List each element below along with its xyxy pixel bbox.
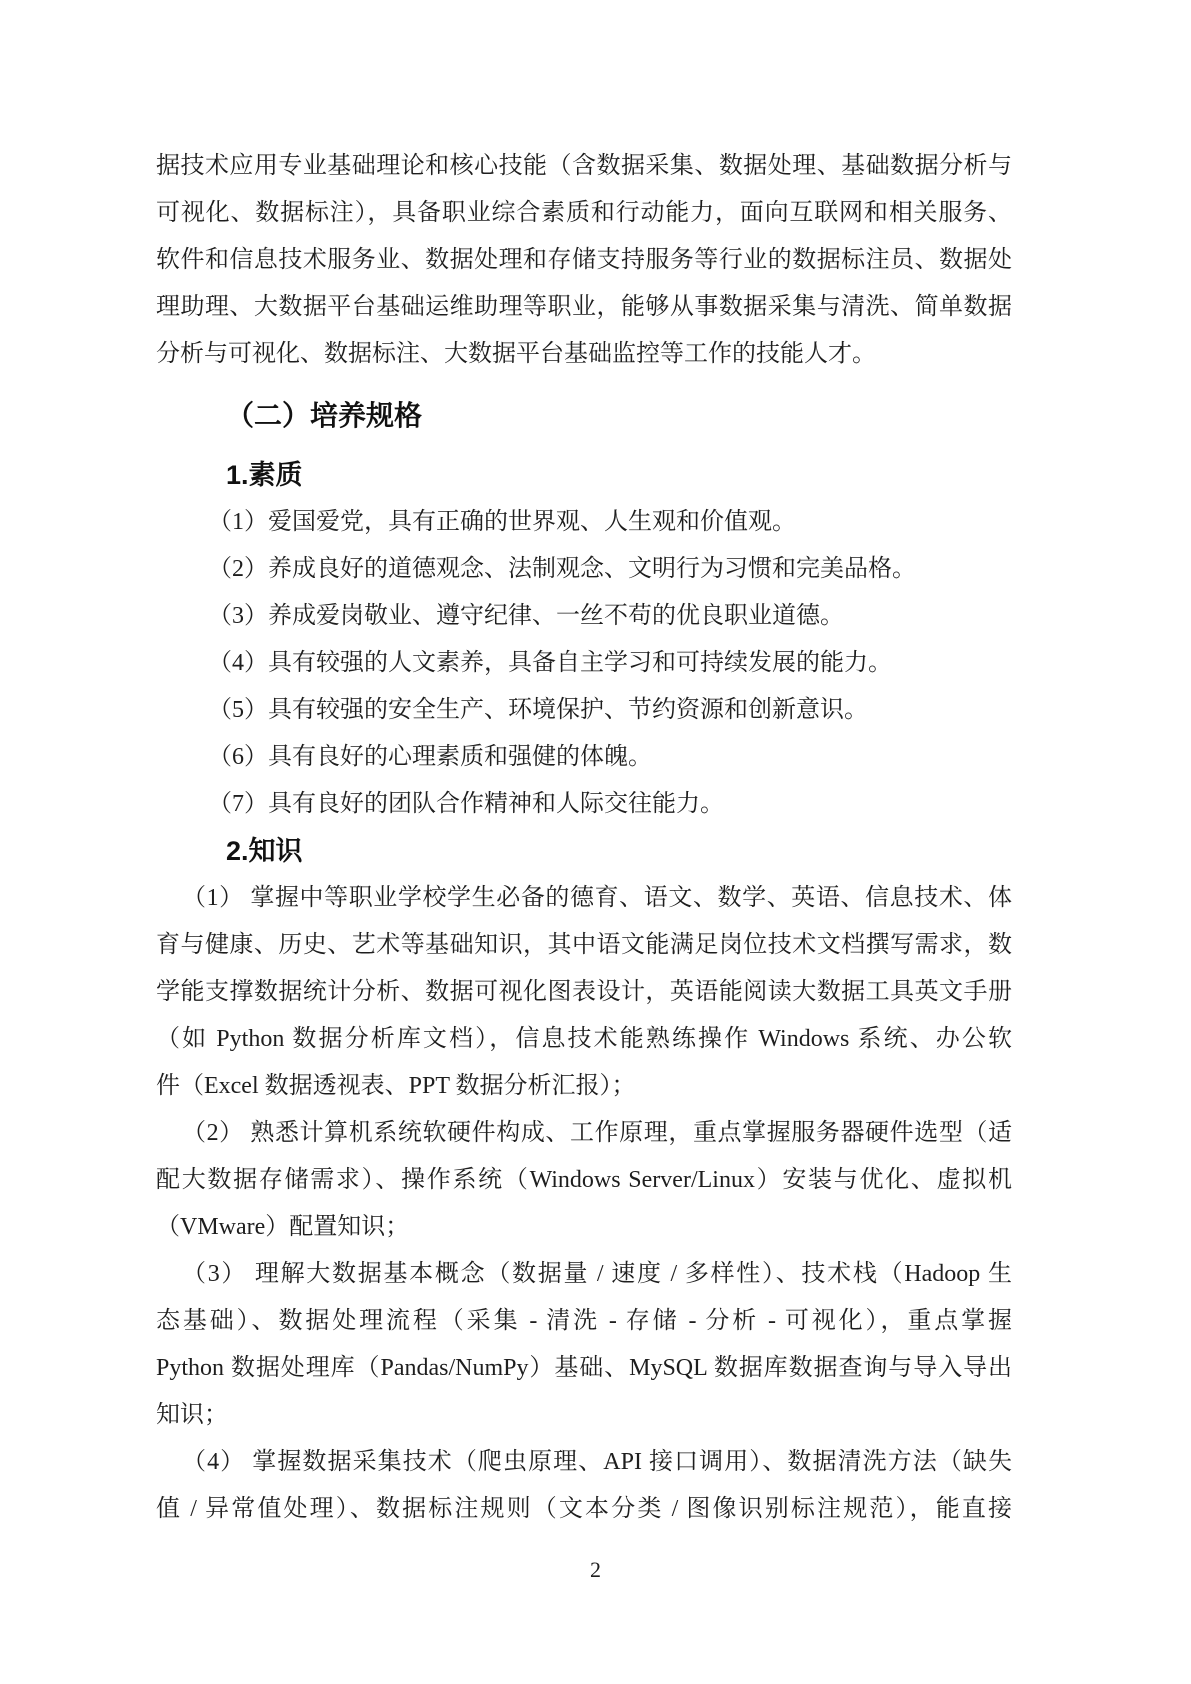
intro-line-last: 分析与可视化、数据标注、大数据平台基础监控等工作的技能人才。 (156, 341, 876, 367)
knowledge-heading: 2.知识 (226, 836, 303, 866)
intro-line: 理助理、大数据平台基础运维助理等职业，能够从事数据采集与清洗、简单数据 (156, 294, 1012, 320)
intro-line: 可视化、数据标注），具备职业综合素质和行动能力，面向互联网和相关服务、 (156, 200, 1012, 226)
quality-item-6: （6）具有良好的心理素质和强健的体魄。 (208, 744, 652, 770)
document-body (156, 143, 1012, 1533)
knowledge-para1-line-last: 件（Excel 数据透视表、PPT 数据分析汇报）； (156, 1073, 636, 1099)
quality-item-4: （4）具有较强的人文素养，具备自主学习和可持续发展的能力。 (208, 650, 892, 676)
quality-item-7: （7）具有良好的团队合作精神和人际交往能力。 (208, 791, 724, 817)
knowledge-para2-line-last: （VMware）配置知识； (156, 1214, 410, 1240)
knowledge-para2-line: （2） 熟悉计算机系统软硬件构成、工作原理，重点掌握服务器硬件选型（适 (182, 1120, 1012, 1146)
knowledge-para3-line: （3） 理解大数据基本概念（数据量 / 速度 / 多样性）、技术栈（Hadoop 生 (182, 1261, 1012, 1287)
quality-item-5: （5）具有较强的安全生产、环境保护、节约资源和创新意识。 (208, 697, 868, 723)
knowledge-para1-line: （如 Python 数据分析库文档），信息技术能熟练操作 Windows 系统、办公软 (156, 1026, 1012, 1052)
knowledge-para1-line: 育与健康、历史、艺术等基础知识，其中语文能满足岗位技术文档撰写需求，数 (156, 932, 1012, 958)
page-number: 2 (590, 1557, 601, 1582)
knowledge-para3-line: 态基础）、数据处理流程（采集 - 清洗 - 存储 - 分析 - 可视化），重点掌握 (156, 1308, 1012, 1334)
knowledge-para2-line: 配大数据存储需求）、操作系统（Windows Server/Linux）安装与优化、虚拟机 (156, 1167, 1012, 1193)
knowledge-para3-line: Python 数据处理库（Pandas/NumPy）基础、MySQL 数据库数据查询与导入导出 (156, 1355, 1012, 1381)
quality-item-3: （3）养成爱岗敬业、遵守纪律、一丝不苟的优良职业道德。 (208, 603, 844, 629)
knowledge-para4-line: （4） 掌握数据采集技术（爬虫原理、API 接口调用）、数据清洗方法（缺失 (182, 1449, 1012, 1475)
knowledge-para4-line: 值 / 异常值处理）、数据标注规则（文本分类 / 图像识别标注规范），能直接 (156, 1496, 1012, 1522)
section-heading: （二）培养规格 (226, 400, 423, 431)
quality-item-2: （2）养成良好的道德观念、法制观念、文明行为习惯和完美品格。 (208, 556, 916, 582)
quality-item-1: （1）爱国爱党，具有正确的世界观、人生观和价值观。 (208, 509, 796, 535)
knowledge-para3-line-last: 知识； (156, 1402, 228, 1428)
quality-heading: 1.素质 (226, 460, 303, 490)
intro-line: 据技术应用专业基础理论和核心技能（含数据采集、数据处理、基础数据分析与 (156, 153, 1012, 179)
knowledge-para1-line: 学能支撑数据统计分析、数据可视化图表设计，英语能阅读大数据工具英文手册 (156, 979, 1012, 1005)
intro-line: 软件和信息技术服务业、数据处理和存储支持服务等行业的数据标注员、数据处 (156, 247, 1012, 273)
knowledge-para1-line: （1） 掌握中等职业学校学生必备的德育、语文、数学、英语、信息技术、体 (182, 885, 1012, 911)
